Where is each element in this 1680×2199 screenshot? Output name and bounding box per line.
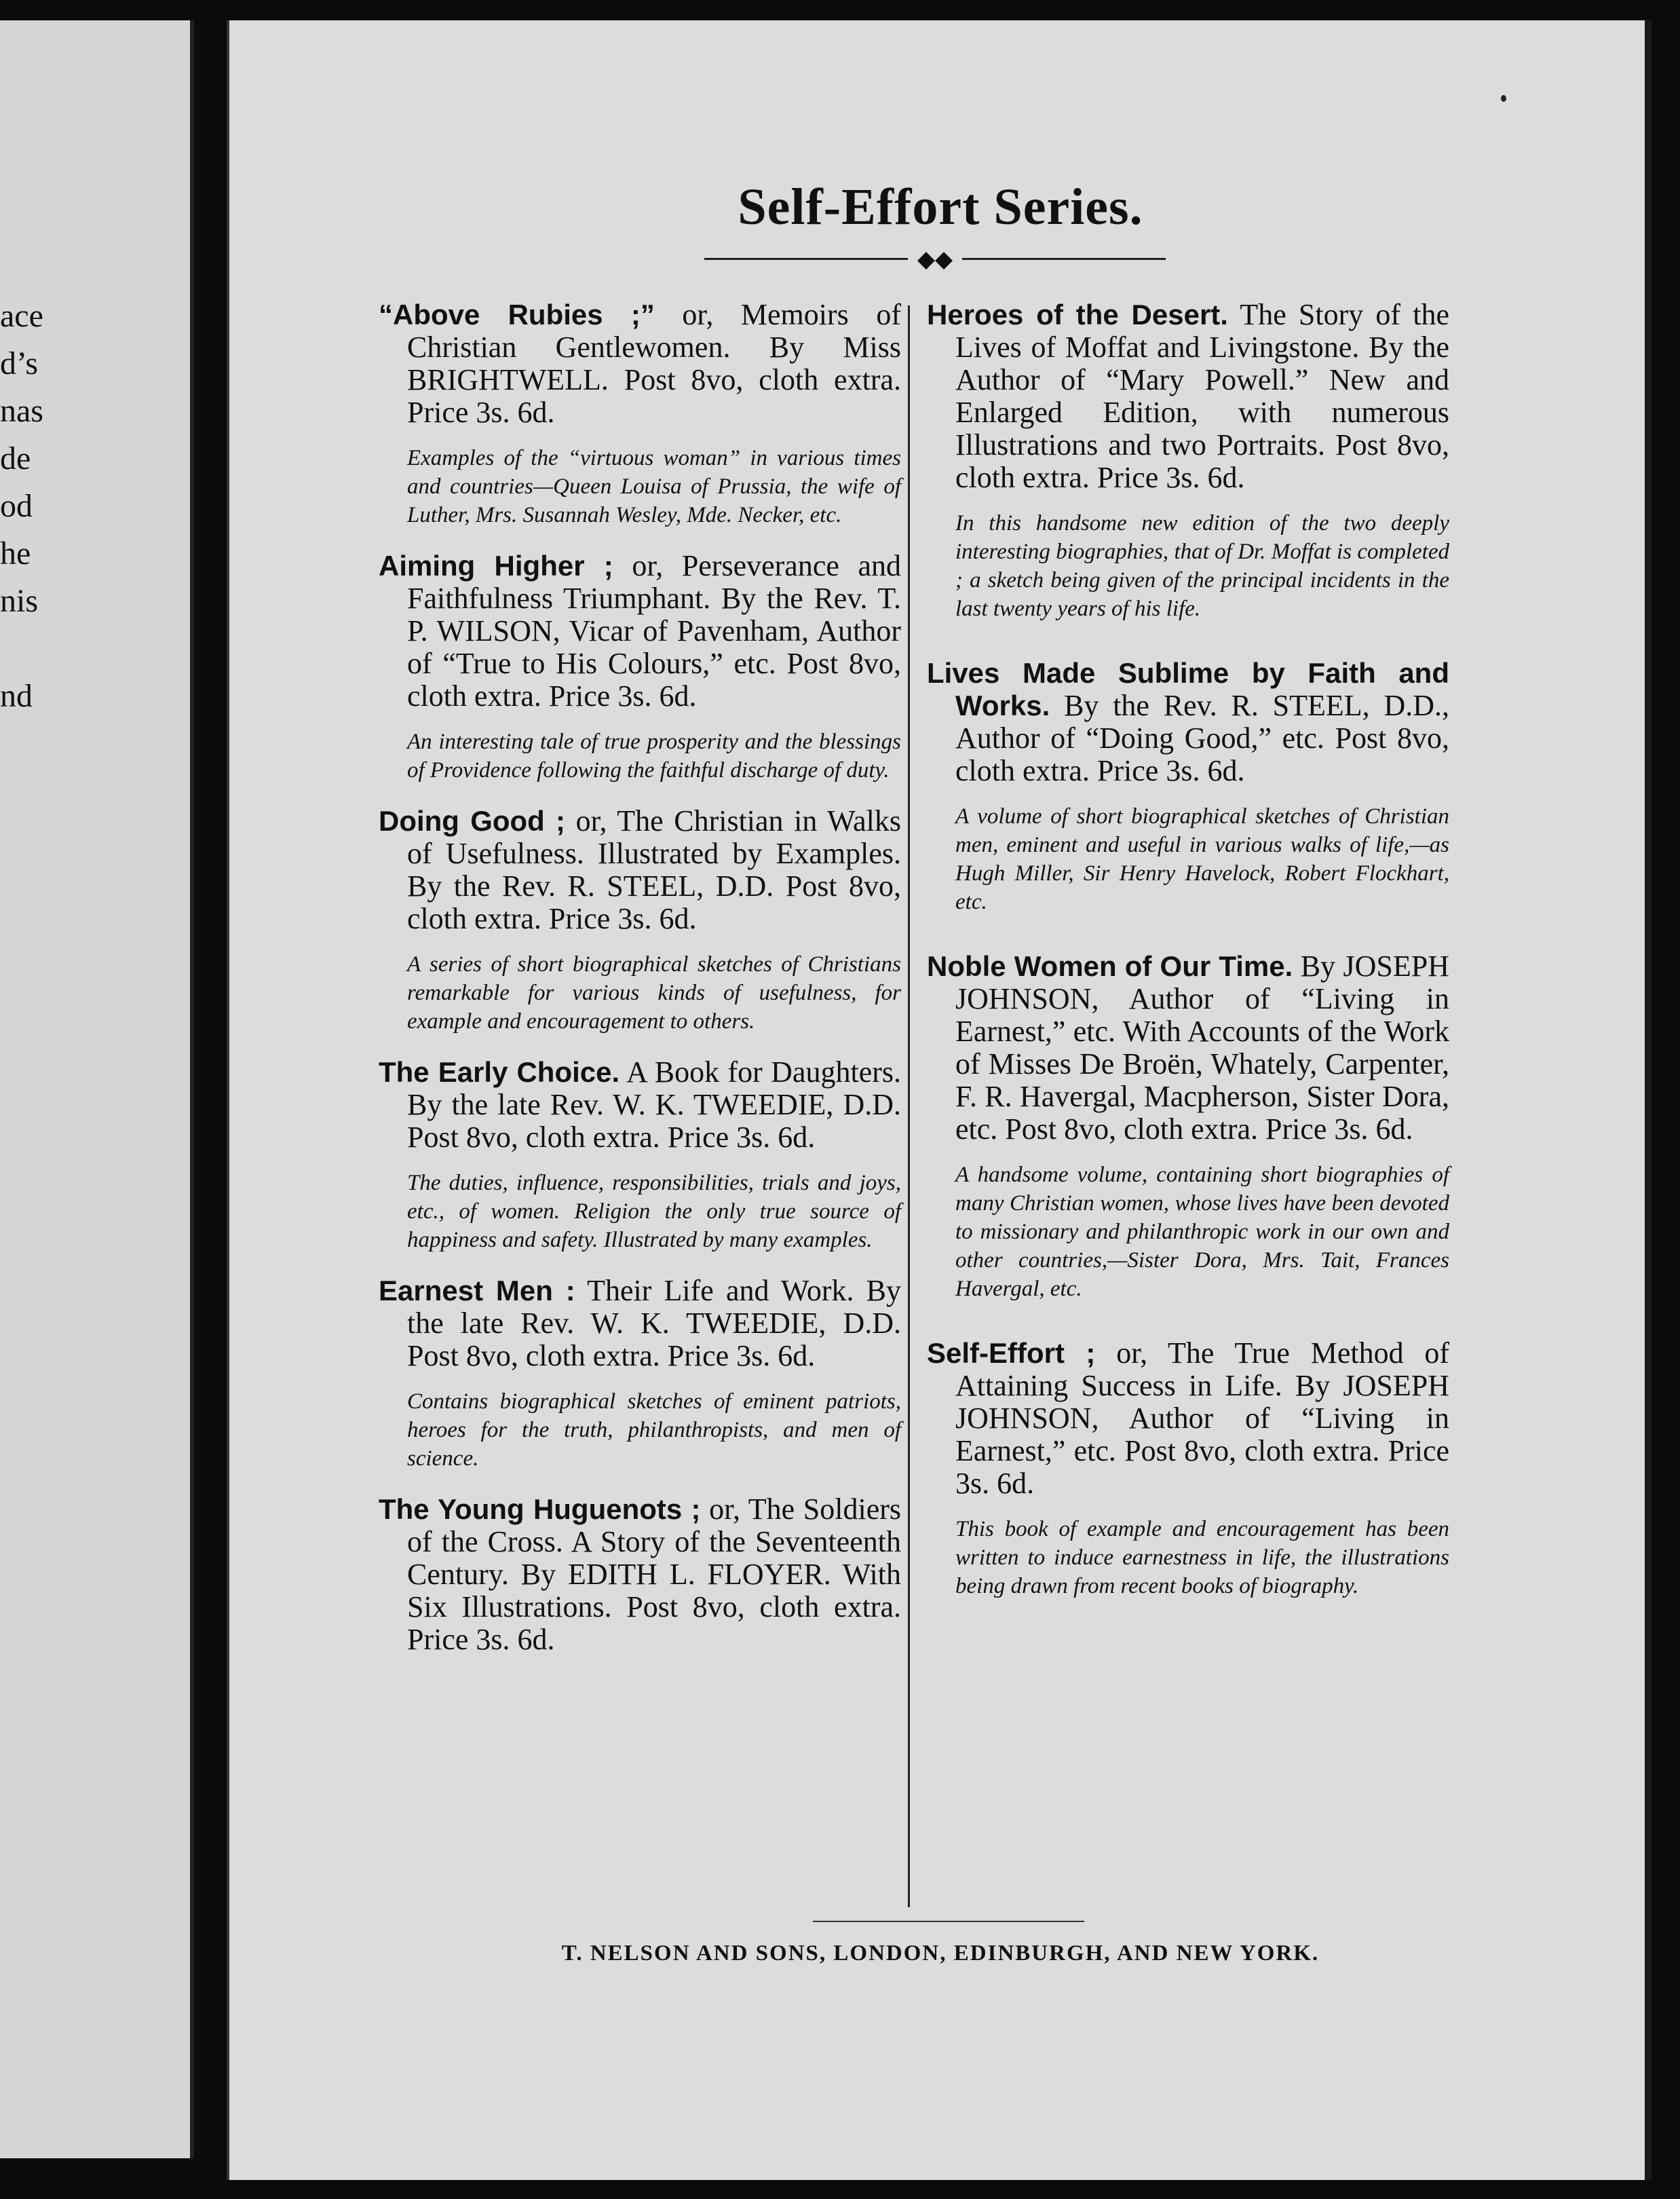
footer-rule [813, 1921, 1084, 1922]
fragment-text: ace [0, 298, 43, 334]
book-details: By the Rev. R. STEEL, D.D., Author of “Doing Good,” etc. Post 8vo, cloth extra. Price 3s. 6d. [955, 689, 1449, 787]
book-description: This book of example and encouragement has been written to induce earnestness in life, the illustrations being drawn from recent books of biography. [955, 1517, 1449, 1598]
book-description: An interesting tale of true prosperity and the blessings of Providence following the faithful discharge of duty. [407, 730, 901, 783]
facing-page-edge [0, 20, 194, 2158]
fragment-text: nis [0, 583, 39, 619]
catalogue-page [227, 20, 1652, 2180]
book-details: The Story of the Lives of Moffat and Livingstone. By the Author of “Mary Powell.” New and Enlarged Edition, with numerous Illustrations and two Portraits. Post 8vo, cloth extra. Price 3s. 6d. [955, 298, 1449, 494]
book-entry [379, 1275, 901, 1473]
book-entry [379, 550, 901, 785]
column-divider [908, 305, 910, 1907]
book-title: Noble Women of Our Time. [927, 950, 1293, 982]
book-title: Self-Effort ; [927, 1337, 1096, 1369]
book-title: Lives Made Sublime by Faith and Works. [927, 657, 1449, 721]
fragment-text: d’s [0, 345, 39, 381]
book-title: Aiming Higher ; [379, 550, 613, 582]
book-details: Their Life and Work. By the late Rev. W. K. TWEEDIE, D.D. Post 8vo, cloth extra. Price 3s. 6d. [407, 1274, 902, 1372]
book-entry [379, 1493, 901, 1656]
book-entry [927, 657, 1449, 916]
book-title: Heroes of the Desert. [927, 299, 1228, 331]
book-details: or, The Christian in Walks of Usefulness. Illustrated by Examples. By the Rev. R. STEEL, D.D. Post 8vo, cloth extra. Price 3s. 6d. [407, 804, 901, 935]
book-description: A handsome volume, containing short biographies of many Christian women, whose lives have been devoted to missionary and philanthropic work in our own and other countries,—Sister Dora, Mrs. Tait, Frances Havergal, etc. [955, 1163, 1449, 1301]
book-details: or, The Soldiers of the Cross. A Story of the Seventeenth Century. By EDITH L. FLOYER. With Six Illustrations. Post 8vo, cloth extra. Price 3s. 6d. [407, 1492, 901, 1656]
book-description: Examples of the “virtuous woman” in various times and countries—Queen Louisa of Prussia, the wife of Luther, Mrs. Susannah Wesley, Mde. Necker, etc. [407, 446, 901, 527]
book-entry [927, 1337, 1449, 1600]
fragment-text: he [0, 535, 31, 571]
ink-speck [1501, 95, 1506, 102]
fragment-text: od [0, 488, 33, 524]
book-spine [194, 0, 228, 2199]
book-title: The Young Huguenots ; [379, 1493, 701, 1525]
book-description: The duties, influence, responsibilities, trials and joys, etc., of women. Religion the only true source of happiness and safety. Illustrated by many examples. [407, 1171, 901, 1252]
book-details: By JOSEPH JOHNSON, Author of “Living in Earnest,” etc. With Accounts of the Work of Misses De Broën, Whately, Carpenter, F. R. Havergal, Macpherson, Sister Dora, etc. Post 8vo, cloth extra. Price 3s. 6d. [955, 950, 1449, 1146]
book-title: Doing Good ; [379, 805, 566, 837]
book-details: A Book for Daughters. By the late Rev. W. K. TWEEDIE, D.D. Post 8vo, cloth extra. Price 3s. 6d. [407, 1055, 902, 1154]
book-entry [379, 299, 901, 529]
book-entry [927, 299, 1449, 623]
page-title: Self-Effort Series. [738, 178, 1143, 236]
left-column [379, 299, 901, 1676]
publisher-imprint: T. NELSON AND SONS, LONDON, EDINBURGH, AND NEW YORK. [561, 1941, 1320, 1966]
book-description: Contains biographical sketches of eminent patriots, heroes for the truth, philanthropists, and men of science. [407, 1389, 901, 1471]
book-entry [379, 1056, 901, 1254]
book-details: or, Memoirs of Christian Gentlewomen. By Miss BRIGHTWELL. Post 8vo, cloth extra. Price 3s. 6d. [407, 298, 901, 429]
diamond-ornament-icon: ◆◆ [908, 246, 962, 273]
book-details: or, The True Method of Attaining Success in Life. By JOSEPH JOHNSON, Author of “Living in Earnest,” etc. Post 8vo, cloth extra. Price 3s. 6d. [955, 1336, 1449, 1500]
fragment-text: nas [0, 393, 43, 429]
book-description: A series of short biographical sketches of Christians remarkable for various kinds of usefulness, for example and encouragement to others. [407, 952, 901, 1034]
book-title: Earnest Men : [379, 1275, 575, 1307]
book-entry [927, 950, 1449, 1303]
fragment-text: nd [0, 678, 33, 714]
book-entry [379, 805, 901, 1036]
right-column [927, 299, 1449, 1621]
book-title: “Above Rubies ;” [379, 299, 655, 331]
book-details: or, Perseverance and Faithfulness Triumphant. By the Rev. T. P. WILSON, Vicar of Pavenham, Author of “True to His Colours,” etc. Post 8vo, cloth extra. Price 3s. 6d. [407, 549, 901, 713]
book-description: In this handsome new edition of the two deeply interesting biographies, that of Dr. Moffat is completed ; a sketch being given of the principal incidents in the last twenty years of his life. [955, 511, 1449, 621]
fragment-text: de [0, 440, 31, 476]
book-title: The Early Choice. [379, 1056, 620, 1088]
book-description: A volume of short biographical sketches of Christian men, eminent and useful in various walks of life,—as Hugh Miller, Sir Henry Havelock, Robert Flockhart, etc. [955, 804, 1449, 914]
